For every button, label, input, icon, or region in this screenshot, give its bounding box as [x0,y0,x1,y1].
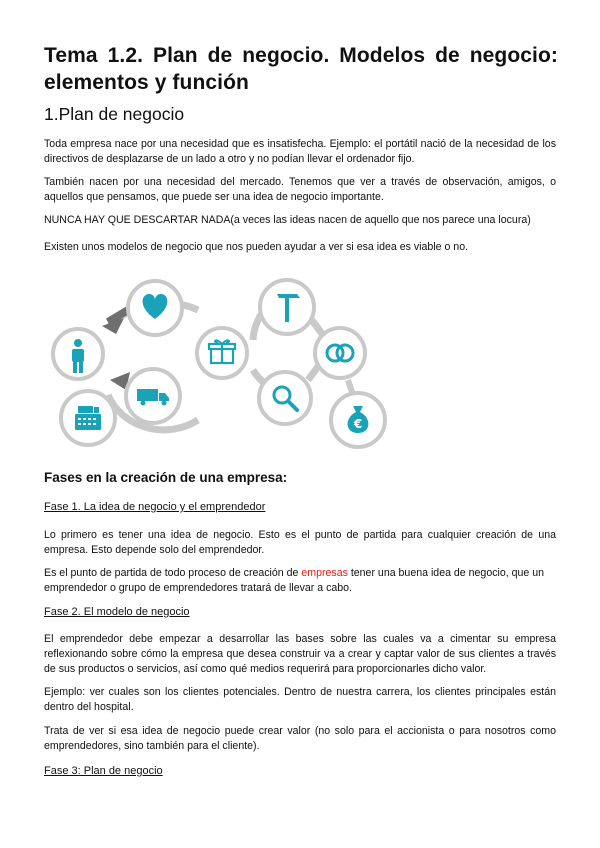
paragraph-modelos: Existen unos modelos de negocio que nos pueden ayudar a ver si esa idea es viable o no. [44,241,469,253]
cash-register-icon [61,391,115,445]
phase-1-title: Fase 1. La idea de negocio y el emprendedor [44,501,266,513]
phase-1-paragraph-2-end: tener una buena idea de negocio, que un emprendedor o grupo de emprendedores tratará de llevar a cabo. [44,567,545,594]
phase-1-paragraph-1: Lo primero es tener una idea de negocio. Esto es el punto de partida para cualquier creación de una empresa. Esto depende solo del emprendedor. [44,529,556,556]
phase-3-title: Fase 3: Plan de negocio [44,765,163,777]
money-bag-icon [331,393,385,447]
gift-icon [197,328,247,378]
phase-1-paragraph-2-start: Es el punto de partida de todo proceso de creación de [44,567,302,579]
euro-symbol: € [353,417,363,431]
person-icon [53,329,103,379]
heart-icon [128,281,182,335]
phase-2-title: Fase 2. El modelo de negocio [44,606,190,618]
business-model-diagram [48,270,398,455]
section-heading-plan-de-negocio: 1.Plan de negocio [44,104,185,124]
rings-icon [315,328,365,378]
page-title: Tema 1.2. Plan de negocio. Modelos de negocio: elementos y función [44,44,558,94]
phase-1-paragraph-2 [44,566,556,596]
paragraph-necesidad: Toda empresa nace por una necesidad que es insatisfecha. Ejemplo: el portátil nació de la necesidad de los directivos de desplazarse de un lado a otro y no podían llevar el ordenador fijo. [44,138,556,165]
phase-2-paragraph-2: Ejemplo: ver cuales son los clientes potenciales. Dentro de nuestra carrera, los clientes principales están dentro del hospital. [44,686,556,713]
paragraph-nunca-descartar: NUNCA HAY QUE DESCARTAR NADA(a veces las ideas nacen de aquello que nos parece una locura) [44,214,531,226]
empresas-link[interactable]: empresas [301,567,348,579]
section-heading-fases: Fases en la creación de una empresa: [44,470,288,485]
phase-2-paragraph-3: Trata de ver si esa idea de negocio puede crear valor (no solo para el accionista o para nosotros como emprendedores, sino también para el cliente). [44,725,556,752]
truck-icon [126,369,180,423]
magnifier-icon [259,372,311,424]
paragraph-mercado: También nacen por una necesidad del mercado. Tenemos que ver a través de observación, amigos, o aquellos que pensamos, que puede ser una idea de negocio importante. [44,176,556,203]
hammer-icon [260,280,314,334]
phase-2-paragraph-1: El emprendedor debe empezar a desarrollar las bases sobre las cuales va a cimentar su empresa reflexionando sobre cómo la empresa que desea construir va a crear y captar valor de sus clientes a través de sus productos o servicios, así como qué medios requerirá para proporcionarles dicho valor. [44,633,556,675]
